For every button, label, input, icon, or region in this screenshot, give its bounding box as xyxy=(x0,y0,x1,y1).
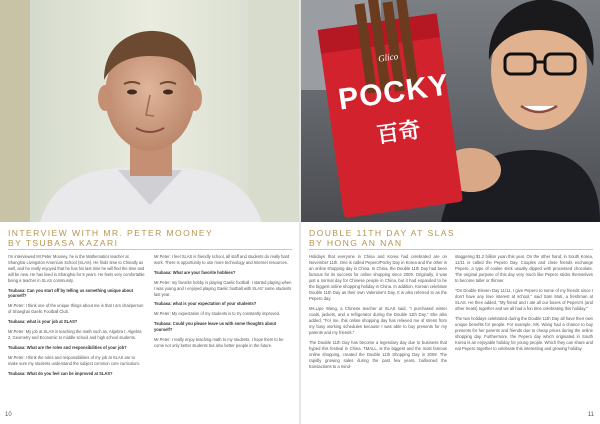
interview-answer: Mr.Peter: I feel SLAS is friendly school, all staff and students do really hard work. There is opportunity to use more technology and Internet resources. xyxy=(154,254,290,265)
pocky-student-photo xyxy=(301,0,600,222)
article-column-2 xyxy=(455,254,593,412)
page-number: 10 xyxy=(5,412,12,418)
paragraph: The Double 11th Day has become a legendary day due to business that hyped this festival in China. TMALL, is the biggest and the most famous online shopping, created the Double 11th Shopping Day in 2009. The rapidly growing sales during the past few years, ballooned the transactions to a mind- xyxy=(309,340,447,369)
paragraph: Ms.Lipe Wang, a Chinese teacher at SLAS said, "I purchased winter coats, jackets, and a refrigerator during the Double 11th Day." She also added, "For me, this online shopping day has relieved me of stress from my busy working schedules because I was able to buy presents for my parents and my friends." xyxy=(309,306,447,335)
byline: BY HONG AN NAN xyxy=(309,238,403,248)
box-logo: Glico xyxy=(377,51,399,64)
article-body xyxy=(8,254,292,412)
article-title: INTERVIEW WITH MR. PETER MOONEY xyxy=(8,228,214,238)
title-divider xyxy=(309,249,593,250)
paragraph: staggering $1.2 billion yuan this year. On the other hand, in South Korea, 11/11 is called the Pepero Day. Couples and close friends exchange Pepero, a type of cookie stick usually dipped with processed chocolate. The original purpose of this day very much like Pepero sticks themselves to become taller or thinner. xyxy=(455,254,593,283)
interview-answer: Mr.Peter: I think the roles and responsibilities of my job at SLAS are to make sure my students understand the subject common core curriculum. xyxy=(8,354,140,366)
interview-question: Tsubasa: Can you start off by telling us something unique about yourself? xyxy=(8,287,134,299)
article-column-1 xyxy=(8,254,146,412)
left-page xyxy=(0,0,299,424)
interview-answer: Mr.Peter: my favorite hobby is playing Gaelic football. I started playing when I was young and I enjoyed playing Gaelic football with SLAS' some students last year. xyxy=(154,279,292,297)
interview-answer: Mr.Peter: My job at SLAS is teaching the math such as, Algebra I, Algebra 2, Geometry and Economic to middle school and high school students. xyxy=(8,329,142,340)
byline: BY TSUBASA KAZARI xyxy=(8,238,119,248)
paragraph: I'm interviewed Mr.Peter Mooney, he is the Mathematics teacher at Shanghai Livingston American School (SLAS). He finds time to Chinatly as well, and he really enjoyed that he has his last time he will find the time and will be new. He has lived in Shanghai for 5 years. He feels very comfortable being a teacher in SLAS community. xyxy=(8,254,145,283)
paragraph: The two holidays celebrated during the Double 11th Day all have their own unique benefits for people. For example, Ms. Wang had a chance to buy presents for her parents and friends due to cheap prices during the online shopping day. Furthermore, the Pepero day which originated in South Korea is an enjoyable holiday for young people. Which they can share and eat Pepero together to celebrate this interesting and growing holiday. xyxy=(455,316,593,351)
article-body xyxy=(309,254,593,412)
interview-question: Tsubasa: what is your job at SLAS? xyxy=(8,319,78,325)
interview-question: Tsubasa: What are your favorite hobbies? xyxy=(154,269,236,275)
article-column-2 xyxy=(154,254,292,412)
page-number: 11 xyxy=(587,412,594,418)
interview-answer: Mr.Peter: I really enjoy teaching math to my students. I hope them to be come not only better students but also better people in the future. xyxy=(154,337,284,348)
interview-question: Tsubasa: What do you feel can be improved at SLAS? xyxy=(8,370,113,376)
right-page xyxy=(301,0,600,424)
teacher-portrait-photo xyxy=(0,0,299,222)
interview-answer: Mr.Peter: I think one of the unique things about me is that I am chairperson of Shanghai Gaelic Football Club. xyxy=(8,303,144,315)
box-chinese-name: 百奇 xyxy=(375,117,423,149)
title-divider xyxy=(8,249,292,250)
interview-answer: Mr.Peter: My expectation of my students is to try constantly improved. xyxy=(154,311,281,317)
pocky-box-labels xyxy=(333,45,455,154)
article-title: DOUBLE 11TH DAY AT SLAS xyxy=(309,228,456,238)
paragraph: "On Double Eleven Day 11/11, I give Pepero to some of my friends since I don't have any love interest at school," said Sam Muti, a freshman at SLAS. He then added, "My friend and I ate all our boxes of Pepero's (and other treats) together and we all had a fun time celebrating this holiday." xyxy=(455,288,593,311)
interview-question: Tsubasa: Could you please leave us with some thoughts about yourself? xyxy=(154,321,277,333)
article-column-1 xyxy=(309,254,447,412)
interview-question: Tsubasa: What are the roles and responsibilities of your job? xyxy=(8,344,127,350)
interview-question: Tsubasa: what is your expectation of your students? xyxy=(154,301,257,307)
box-brand: POCKY xyxy=(336,68,452,117)
paragraph: Holidays that everyone in China and Korea had celebrated are on November 11th. One is called Pepero/Pocky Day in Korea and the other is an online shopping day in China. In China, the Double 11th Day had been famous for its success for online shopping since 2009. Originally, it was just a normal day for Chinese people in China, but it had expanded to be the biggest online shopping holiday in China. In addition, Korean celebrate Double 11th Day as their own Valentine's Day. It is also referred to as the Pepero day. xyxy=(309,254,447,301)
